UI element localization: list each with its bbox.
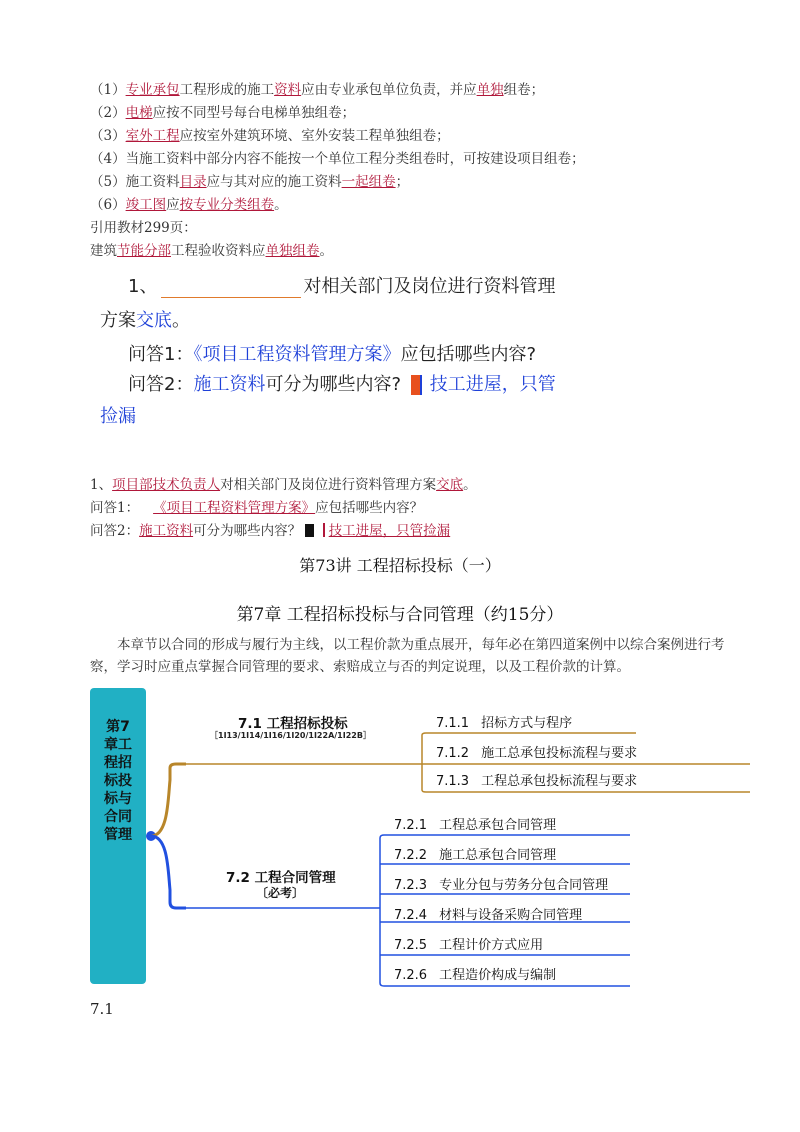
list-item-4: （4）当施工资料中部分内容不能按一个单位工程分类组卷时，可按建设项目组卷； <box>90 151 585 167</box>
list-item-5: （5）施工资料目录应与其对应的施工资料一起组卷； <box>90 174 410 190</box>
answer-1: 1、项目部技术负责人对相关部门及岗位进行资料管理方案交底。 <box>90 477 477 493</box>
list-item-2: （2）电梯应按不同型号每台电梯单独组卷； <box>90 105 356 121</box>
branch-2-item: 7.2.6 工程造价构成与编制 <box>394 968 557 983</box>
branch-2-item: 7.2.4 材料与设备采购合同管理 <box>394 908 583 923</box>
slide-qa-2: 问答2：施工资料可分为哪些内容? 技工进屋，只管 <box>128 374 556 395</box>
answer-qa-1: 问答1： 《项目工程资料管理方案》应包括哪些内容？ <box>90 500 424 516</box>
lecture-title: 第73讲 工程招标投标（一） <box>299 556 501 575</box>
branch-1-title: 7.1 工程招标投标 <box>238 716 348 732</box>
list-item-6: （6）竣工图应按专业分类组卷。 <box>90 197 288 213</box>
energy-saving-note: 建筑节能分部工程验收资料应单独组卷。 <box>90 243 333 259</box>
slide-question-1: 1、 对相关部门及岗位进行资料管理 <box>128 276 556 297</box>
chapter-title: 第7章 工程招标投标与合同管理（约15分） <box>236 605 564 625</box>
branch-1-item: 7.1.2 施工总承包投标流程与要求 <box>436 746 638 761</box>
mindmap-root-label: 第7章工程招标投标与合同管理 <box>104 719 132 843</box>
branch-2-item: 7.2.2 施工总承包合同管理 <box>394 848 557 863</box>
branch-2-connector <box>151 836 186 908</box>
slide-question-1-continued: 方案交底。 <box>100 310 190 331</box>
chapter-intro: 本章节以合同的形成与履行为主线，以工程价款为重点展开，每年必在第四道案例中以综合案例进行考察，学习时应重点掌握合同管理的要求、索赔成立与否的判定说理，以及工程价款的计算。 <box>90 637 725 675</box>
branch-1-item: 7.1.3 工程总承包投标流程与要求 <box>436 774 638 789</box>
textbook-reference: 引用教材299页： <box>90 220 197 236</box>
branch-2-item: 7.2.1 工程总承包合同管理 <box>394 818 557 833</box>
branch-2-item: 7.2.3 专业分包与劳务分包合同管理 <box>394 878 609 893</box>
branch-1-connector <box>151 764 186 836</box>
slide-qa-2-continued: 捡漏 <box>100 406 136 427</box>
branch-1-item: 7.1.1 招标方式与程序 <box>436 716 573 731</box>
branch-2-item: 7.2.5 工程计价方式应用 <box>394 938 544 953</box>
branch-1-tag: ［1I13/1I14/1I16/1I20/1I22A/1I22B］ <box>210 731 371 740</box>
branch-2-title: 7.2 工程合同管理 <box>226 870 336 886</box>
answer-qa-2: 问答2：施工资料可分为哪些内容？ 技工进屋，只管捡漏 <box>90 523 451 539</box>
branch-2-tag: 〔必考〕 <box>256 886 305 900</box>
list-item-3: （3）室外工程应按室外建筑环境、室外安装工程单独组卷； <box>90 128 450 144</box>
slide-qa-1: 问答1：《项目工程资料管理方案》应包括哪些内容? <box>128 344 537 365</box>
section-number: 7.1 <box>90 1000 114 1018</box>
list-item-1: （1）专业承包工程形成的施工资料应由专业承包单位负责，并应单独组卷； <box>90 82 545 98</box>
